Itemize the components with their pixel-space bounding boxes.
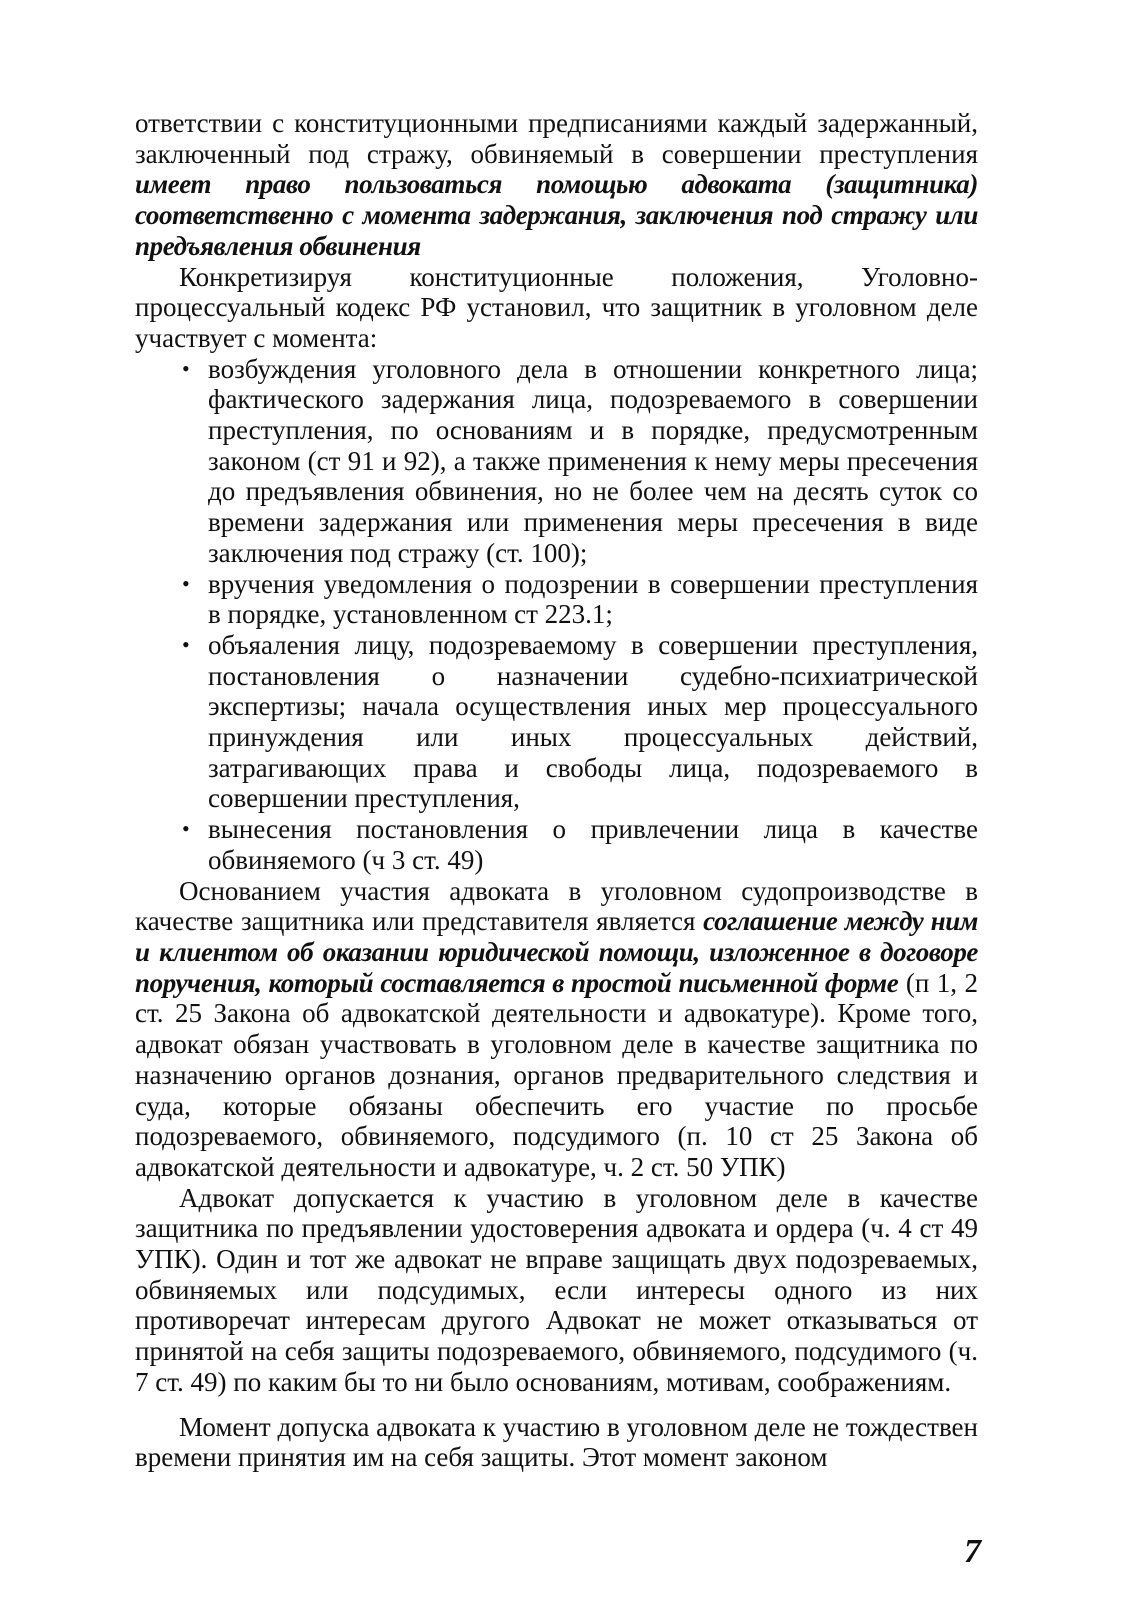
list-item <box>182 568 978 630</box>
bullet-marker: • <box>182 355 190 381</box>
list-item-text: вынесения постановления о привлечении лица в качестве обвиняемого (ч 3 ст. 49) <box>208 814 978 875</box>
page-number: 7 <box>964 1533 981 1570</box>
list-item <box>182 353 978 569</box>
paragraph-4: Адвокат допускается к участию в уголовном деле в качестве защитника по предъявлении удостоверения адвоката и ордера (ч. 4 ст 49 УПК). Один и тот же адвокат не вправе защищать двух подозреваемых, обвиняемых или подсудимых, если интересы одного из них противоречат интересам другого Адвокат не может отказываться от принятой на себя защиты подозреваемого, обвиняемого, подсудимого (ч. 7 ст. 49) по каким бы то ни было основаниям, мотивам, соображениям. <box>135 1182 978 1397</box>
paragraph-3-emphasis: соглашение между ним и клиентом об оказании юридической помощи, изложенное в договоре поручения, который составляется в простой письменной форме <box>135 906 978 998</box>
list-item <box>182 814 978 875</box>
bullet-list <box>135 354 978 876</box>
list-item-text: возбуждения уголовного дела в отношении конкретного лица; фактического задержания лица, подозреваемого в совершении преступления, по основаниям и в порядке, предусмотренным законом (ст 91 и 92), а также применения к нему меры пресечения до предъявления обвинения, но не более чем на десять суток со времени задержания или применения меры пресечения в виде заключения под стражу (ст. 100); <box>208 353 978 568</box>
paragraph-1-text: ответствии с конституционными предписаниями каждый задержанный, заключенный под стражу, обвиняемый в совершении преступления <box>135 108 978 169</box>
paragraph-2: Конкретизируя конституционные положения, Уголовно-процессуальный кодекс РФ установил, что защитник в уголовном деле участвует с момента: <box>135 261 978 353</box>
paragraph-1 <box>135 108 978 262</box>
list-item-text: вручения уведомления о подозрении в совершении преступления в порядке, установленном ст 223.1; <box>208 568 978 630</box>
paragraph-3-text-before: Основанием участия адвоката в уголовном судопроизводстве в качестве защитника или представителя является <box>135 875 978 937</box>
bullet-marker: • <box>182 570 190 596</box>
bullet-marker: • <box>182 816 190 842</box>
paragraph-1-emphasis: имеет право пользоваться помощью адвоката (защитника) соответственно с момента задержания, заключения под стражу или предъявления обвинения <box>135 169 978 261</box>
page-body <box>135 108 978 1473</box>
list-item <box>182 629 978 814</box>
paragraph-5: Момент допуска адвоката к участию в уголовном деле не тождествен времени принятия им на себя защиты. Этот момент законом <box>135 1411 978 1473</box>
list-item-text: объяаления лицу, подозреваемому в совершении преступления, постановления о назначении судебно-психиатрической экспертизы; начала осуществления иных мер процессуального принуждения или иных процессуальных действий, затрагивающих права и свободы лица, подозреваемого в совершении преступления, <box>208 629 978 814</box>
bullet-marker: • <box>182 631 190 657</box>
paragraph-3-text-after: (п 1, 2 ст. 25 Закона об адвокатской деятельности и адвокатуре). Кроме того, адвокат обязан участвовать в уголовном деле в качестве защитника по назначению органов дознания, органов предварительного следствия и суда, которые обязаны обеспечить его участие по просьбе подозреваемого, обвиняемого, подсудимого (п. 10 ст 25 Закона об адвокатской деятельности и адвокатуре, ч. 2 ст. 50 УПК) <box>135 967 978 1182</box>
paragraph-3 <box>135 876 978 1183</box>
